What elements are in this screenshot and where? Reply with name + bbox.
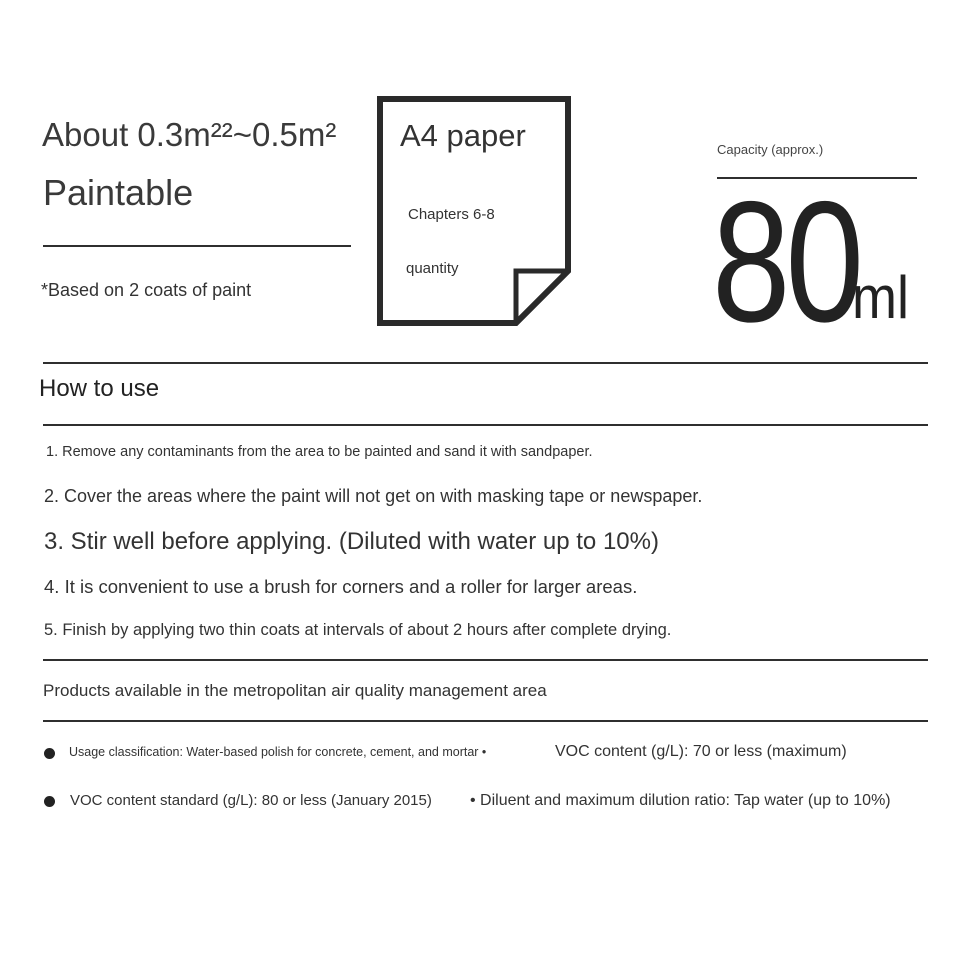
step-1: 1. Remove any contaminants from the area to be painted and sand it with sandpaper. [46, 444, 593, 460]
capacity-unit: ml [852, 264, 909, 331]
step-4: 4. It is convenient to use a brush for corners and a roller for larger areas. [44, 576, 638, 597]
spec-voc-standard: VOC content standard (g/L): 80 or less (January 2015) [70, 792, 432, 809]
how-to-use-title: How to use [39, 375, 160, 402]
spec-usage-classification: Usage classification: Water-based polish for concrete, cement, and mortar • [69, 745, 487, 759]
products-divider [43, 720, 928, 722]
coverage-divider [43, 245, 351, 247]
how-to-use-divider [43, 424, 928, 426]
bullet-icon [44, 796, 55, 807]
products-note: Products available in the metropolitan air quality management area [43, 681, 547, 700]
paper-quantity-label: quantity [406, 260, 459, 277]
section-divider-top [43, 362, 928, 364]
steps-divider [43, 659, 928, 661]
paper-title: A4 paper [400, 118, 526, 153]
capacity-value: 80 [712, 166, 860, 358]
step-2: 2. Cover the areas where the paint will not get on with masking tape or newspaper. [44, 486, 703, 506]
coats-note: *Based on 2 coats of paint [41, 280, 252, 300]
capacity-label: Capacity (approx.) [717, 142, 824, 157]
paper-chapters: Chapters 6-8 [408, 206, 495, 223]
bullet-icon [44, 748, 55, 759]
spec-voc-content: VOC content (g/L): 70 or less (maximum) [555, 743, 847, 760]
paintable-text: Paintable [43, 172, 194, 213]
step-5: 5. Finish by applying two thin coats at intervals of about 2 hours after complete drying. [44, 621, 672, 639]
coverage-area-text: About 0.3m²²~0.5m² [42, 116, 337, 153]
step-3: 3. Stir well before applying. (Diluted with water up to 10%) [44, 528, 659, 555]
spec-diluent: • Diluent and maximum dilution ratio: Tap water (up to 10%) [470, 792, 891, 809]
